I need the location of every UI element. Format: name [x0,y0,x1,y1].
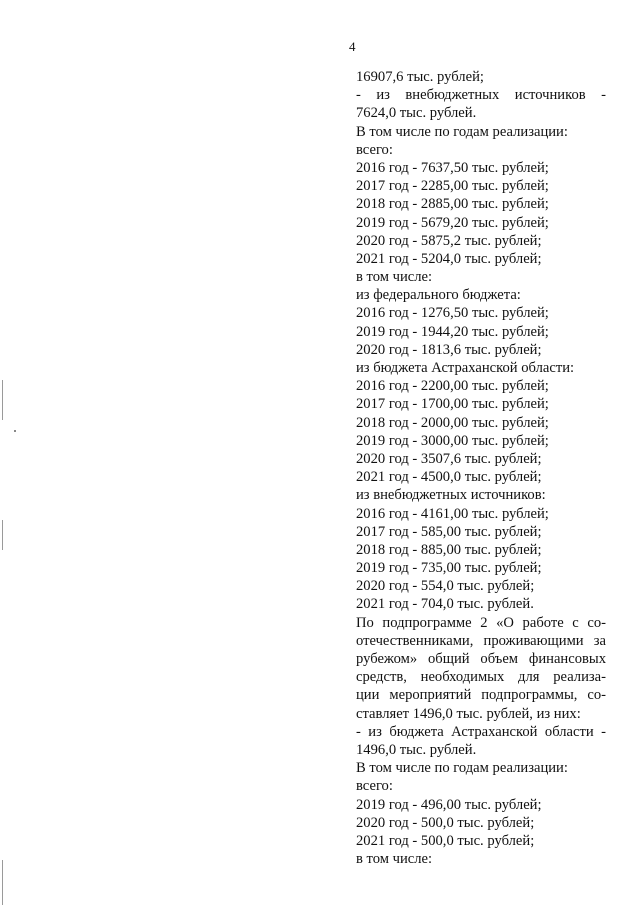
text-line: 2019 год - 1944,20 тыс. рублей; [356,323,549,340]
text-line: из бюджета Астраханской области: [356,360,575,376]
scan-margin-line [2,380,3,420]
text-line: в том числе: [356,269,433,286]
text-column [356,68,606,868]
text-line: 2021 год - 4500,0 тыс. рублей; [356,469,542,486]
text-line: всего: [356,141,393,158]
text-line: в том числе: [356,851,433,868]
scan-margin-line [2,520,3,550]
text-line: 1496,0 тыс. рублей. [356,741,477,758]
text-line: 2016 год - 7637,50 тыс. рублей; [356,159,549,176]
text-line: всего: [356,778,393,795]
text-line: 2018 год - 2000,00 тыс. рублей; [356,414,549,431]
text-line: 2020 год - 554,0 тыс. рублей; [356,578,535,595]
text-line: из федерального бюджета: [356,287,521,304]
text-line: средств, необходимых для реализа- [356,669,606,686]
text-line: 2019 год - 735,00 тыс. рублей; [356,560,542,577]
text-line: - из внебюджетных источников - [356,87,606,104]
text-line: 2019 год - 5679,20 тыс. рублей; [356,214,549,231]
text-line: 2018 год - 2885,00 тыс. рублей; [356,196,549,213]
text-line: 2021 год - 5204,0 тыс. рублей; [356,250,542,267]
text-line: 16907,6 тыс. рублей; [356,69,484,85]
text-line: 2016 год - 2200,00 тыс. рублей; [356,378,549,395]
text-line: 2017 год - 2285,00 тыс. рублей; [356,178,549,195]
text-line: 2016 год - 4161,00 тыс. рублей; [356,505,549,522]
text-line: 2021 год - 704,0 тыс. рублей. [356,596,534,613]
text-line: По подпрограмме 2 «О работе с со- [356,614,606,631]
scan-dot [14,430,16,432]
text-line: 2020 год - 500,0 тыс. рублей; [356,814,535,831]
text-line: рубежом» общий объем финансовых [356,651,606,667]
text-line: 2020 год - 1813,6 тыс. рублей; [356,341,542,358]
text-line: 2019 год - 496,00 тыс. рублей; [356,796,542,813]
text-line: 2018 год - 885,00 тыс. рублей; [356,541,542,558]
scan-margin-line [2,860,3,905]
text-line: 2017 год - 585,00 тыс. рублей; [356,523,542,540]
text-line: отечественниками, проживающими за [356,632,606,649]
text-line: - из бюджета Астраханской области - [356,723,606,740]
text-line: В том числе по годам реализации: [356,123,568,140]
text-line: 2021 год - 500,0 тыс. рублей; [356,832,535,849]
text-line: из внебюджетных источников: [356,487,546,504]
text-line: ставляет 1496,0 тыс. рублей, из них: [356,705,581,722]
text-line: 7624,0 тыс. рублей. [356,105,477,122]
text-line: 2020 год - 5875,2 тыс. рублей; [356,232,542,249]
text-line: В том числе по годам реализации: [356,760,568,777]
text-line: ции мероприятий подпрограммы, со- [356,687,606,704]
text-line: 2016 год - 1276,50 тыс. рублей; [356,305,549,322]
text-line: 2019 год - 3000,00 тыс. рублей; [356,432,549,449]
page-number: 4 [349,39,356,54]
text-line: 2020 год - 3507,6 тыс. рублей; [356,450,542,467]
text-line: 2017 год - 1700,00 тыс. рублей; [356,396,549,413]
